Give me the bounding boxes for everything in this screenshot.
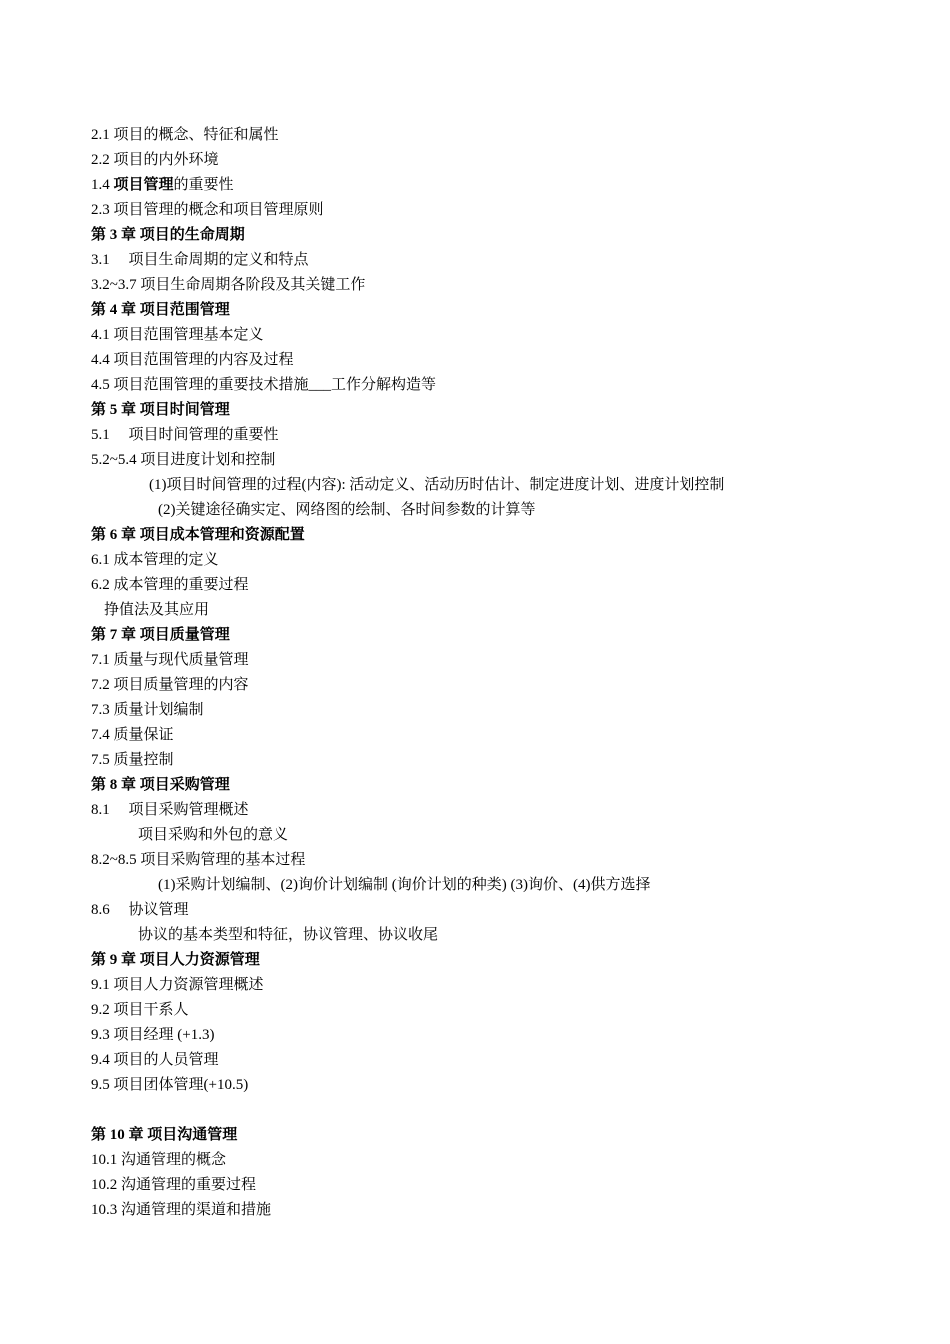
chapter-heading: 第 4 章 项目范围管理 (91, 302, 230, 318)
section-line: 7.2 项目质量管理的内容 (91, 677, 249, 693)
chapter-heading: 第 10 章 项目沟通管理 (91, 1127, 238, 1143)
section-line: 9.3 项目经理 (+1.3) (91, 1027, 215, 1043)
section-line: 7.3 质量计划编制 (91, 702, 204, 718)
section-line: 8.6 协议管理 (91, 902, 189, 918)
section-line: 9.2 项目干系人 (91, 1002, 189, 1018)
blank-line (91, 1098, 891, 1123)
subsection-line: (1)采购计划编制、(2)询价计划编制 (询价计划的种类) (3)询价、(4)供方选择 (158, 877, 651, 893)
section-line: 10.3 沟通管理的渠道和措施 (91, 1202, 272, 1218)
section-line: 4.4 项目范围管理的内容及过程 (91, 352, 294, 368)
section-line: 4.1 项目范围管理基本定义 (91, 327, 264, 343)
section-line: 8.2~8.5 项目采购管理的基本过程 (91, 852, 306, 868)
chapter-heading: 第 6 章 项目成本管理和资源配置 (91, 527, 305, 543)
section-line: 4.5 项目范围管理的重要技术措施___工作分解构造等 (91, 377, 437, 393)
section-line: 9.5 项目团体管理(+10.5) (91, 1077, 249, 1093)
section-line: 7.4 质量保证 (91, 727, 174, 743)
section-line: 9.4 项目的人员管理 (91, 1052, 219, 1068)
subsection-line: 项目采购和外包的意义 (138, 827, 289, 843)
section-line (91, 173, 891, 198)
section-number: 1.4 (91, 177, 114, 193)
document-body (91, 123, 891, 1223)
chapter-heading: 第 7 章 项目质量管理 (91, 627, 230, 643)
section-line: 9.1 项目人力资源管理概述 (91, 977, 264, 993)
section-line: 7.5 质量控制 (91, 752, 174, 768)
section-line: 8.1 项目采购管理概述 (91, 802, 249, 818)
section-line: 7.1 质量与现代质量管理 (91, 652, 249, 668)
section-line: 10.2 沟通管理的重要过程 (91, 1177, 257, 1193)
chapter-heading: 第 3 章 项目的生命周期 (91, 227, 245, 243)
section-line: 2.3 项目管理的概念和项目管理原则 (91, 202, 324, 218)
chapter-heading: 第 8 章 项目采购管理 (91, 777, 230, 793)
section-line: 3.1 项目生命周期的定义和特点 (91, 252, 309, 268)
subsection-line: 挣值法及其应用 (104, 602, 210, 618)
section-line: 3.2~3.7 项目生命周期各阶段及其关键工作 (91, 277, 366, 293)
chapter-heading: 第 9 章 项目人力资源管理 (91, 952, 260, 968)
section-line: 2.2 项目的内外环境 (91, 152, 219, 168)
section-text: 的重要性 (173, 177, 234, 193)
section-line: 5.2~5.4 项目进度计划和控制 (91, 452, 276, 468)
subsection-line: 协议的基本类型和特征，协议管理、协议收尾 (138, 927, 439, 943)
subsection-line: (2)关键途径确实定、网络图的绘制、各时间参数的计算等 (158, 502, 536, 518)
chapter-heading: 第 5 章 项目时间管理 (91, 402, 230, 418)
section-line: 2.1 项目的概念、特征和属性 (91, 127, 279, 143)
section-line: 6.1 成本管理的定义 (91, 552, 219, 568)
section-keyword: 项目管理 (113, 177, 174, 193)
section-line: 5.1 项目时间管理的重要性 (91, 427, 279, 443)
section-line: 6.2 成本管理的重要过程 (91, 577, 249, 593)
section-line: 10.1 沟通管理的概念 (91, 1152, 227, 1168)
subsection-line: (1)项目时间管理的过程(内容): 活动定义、活动历时估计、制定进度计划、进度计划控制 (149, 477, 725, 493)
